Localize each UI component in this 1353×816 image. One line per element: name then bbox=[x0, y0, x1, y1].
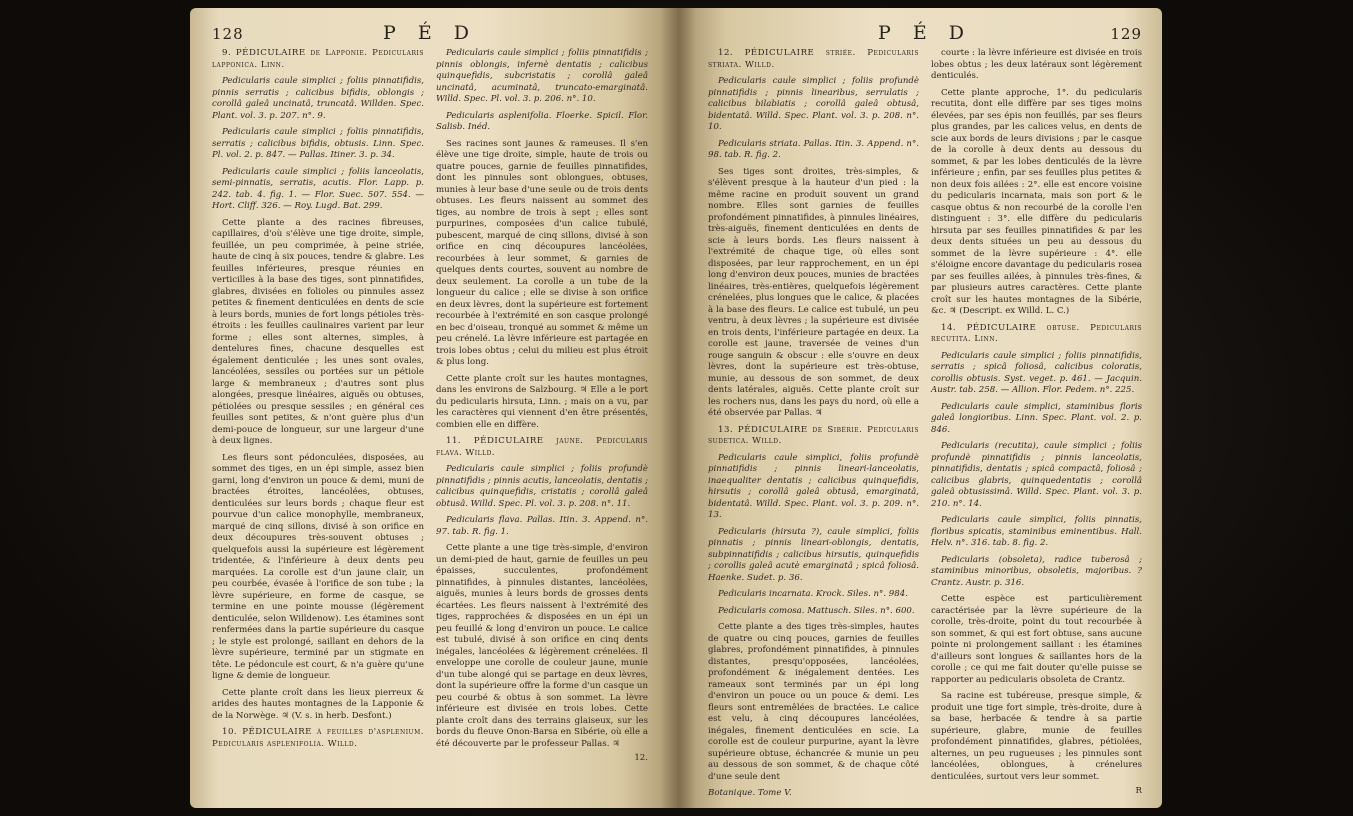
citation: Pedicularis flava. Pallas. Itin. 3. Append. n°. 97. tab. R. fig. 1. bbox=[436, 515, 648, 537]
right-column-2 bbox=[931, 48, 1142, 800]
citation: Pedicularis caule simplici ; foliis lanceolatis, semi-pinnatis, serratis, acutis. Flor. Lapp. p. 242. tab. 4. fig. 1. — Flor. Suec. 507. 554. — Hort. Cliff. 326. — Roy. Lugd. Bat. 299. bbox=[212, 166, 424, 211]
paragraph: Cette plante a des racines fibreuses, capillaires, d'où s'élève une tige droite, simple, feuillée, un peu comprimée, à peine striée, haute de cinq à six pouces, tendre & glabre. Les feuilles inférieures, presque réunies en verticilles à la base des tiges, sont pinnatifides, glabres, divisées en folioles ou pinnules assez petites & finement denticulées en dents de scie à leurs bords, munies de fort longs pétioles très-étroits : les feuilles caulinaires varient par leur forme ; elles sont alternes, simples, à dentelures fines, chacune desquelles est également denticulée ; les unes sont ovales, lancéolées, sessiles ou portées sur un pétiole large & membraneux ; d'autres sont plus alongées, presque linéaires, aiguës ou obtuses, pétiolées ou presque sessiles ; en général ces feuilles sont petites, & n'ont guère plus d'un demi-pouce de longueur, sur une largeur d'une à deux lignes. bbox=[212, 217, 424, 446]
entry-heading: 11. PÉDICULAIRE jaune. Pedicularis flava. Willd. bbox=[436, 436, 648, 458]
entry-heading: 12. PÉDICULAIRE striée. Pedicularis striata. Willd. bbox=[708, 48, 919, 70]
paragraph: Cette plante croît dans les lieux pierreux & arides des hautes montagnes de la Lapponie & de la Norwège. ♃ (V. s. in herb. Desfont.) bbox=[212, 687, 424, 721]
left-page-header bbox=[212, 22, 648, 44]
citation: Pedicularis comosa. Mattusch. Siles. n°. 600. bbox=[718, 605, 915, 616]
paragraph: Sa racine est tubéreuse, presque simple, & produit une tige fort simple, très-droite, dure à sa base, herbacée & tendre à sa partie supérieure, glabre, munie de feuilles profondément pinnatifides, glabres, pétiolées, alternes, un peu rugueuses ; les pinnules sont lancéolées, oblongues, à crénelures denticulées, surtout vers leur sommet. bbox=[931, 691, 1142, 782]
paragraph: Cette espèce est particulièrement caractérisée par la lèvre supérieure de la corolle, très-droite, point du tout recourbée à son sommet, & qui est fort obtuse, sans aucune pointe ni prolongement saillant : les étamines d'ailleurs sont longues & saillantes hors de la corolle ; ce qui me fait douter qu'elle puisse se rapporter au pedicularis obsoleta de Crantz. bbox=[931, 594, 1142, 685]
left-page bbox=[190, 8, 678, 808]
citation: Pedicularis caule simplici ; foliis pinnatifidis, serratis ; calicibus bifidis, obtusis. Linn. Spec. Pl. vol. 2. p. 847. — Pallas. Itiner. 3. p. 34. bbox=[212, 127, 424, 160]
paragraph: courte : la lèvre inférieure est divisée en trois lobes obtus ; les deux latéraux sont légèrement denticulés. bbox=[931, 48, 1142, 81]
left-page-number: 128 bbox=[212, 25, 244, 43]
right-page-header bbox=[708, 22, 1142, 44]
footer-signature: Botanique. Tome V. bbox=[708, 788, 792, 798]
paragraph: Ses racines sont jaunes & rameuses. Il s'en élève une tige droite, simple, haute de trois ou quatre pouces, garnie de feuilles pinnatifides, dont les pinnules sont oblongues, obtuses, munies à leur base d'une seule ou de trois dents obtuses. Les fleurs naissent au sommet des tiges, au nombre de trois à sept ; elles sont purpurines, composées d'un calice tubulé, pubescent, marqué de cinq sillons, divisé à son orifice en cinq découpures lancéolées, recourbées à leur sommet, & garnies de quelques dents courtes, souvent au nombre de deux seulement. La corolle a un tube de la longueur du calice ; elle se divise à son orifice en deux lèvres, dont la supérieure est fortement recourbée à l'extrémité en son casque prolongé en bec d'oiseau, tronqué au sommet & même un peu crénelé. La lèvre inférieure est partagée en trois lobes obtus ; celui du milieu est plus étroit & plus long. bbox=[436, 138, 648, 367]
right-column-1 bbox=[708, 48, 919, 800]
entry-heading: 10. PÉDICULAIRE à feuilles d'asplenium. Pedicularis asplenifolia. Willd. bbox=[212, 727, 424, 749]
paragraph: Ses tiges sont droites, très-simples, & s'élèvent presque à la hauteur d'un pied : la même racine en produit souvent un grand nombre. Elles sont garnies de feuilles profondément pinnatifides, à pinnules linéaires, très-aiguës, finement denticulées en dents de scie à leurs bords. Les fleurs naissent à l'extrémité de chaque tige, où elles sont disposées, par leur rapprochement, en un épi long d'environ deux pouces, munies de bractées linéaires, très-entières, quelquefois légèrement crénelées, plus longues que le calice, & placées à la base des fleurs. Le calice est tubulé, un peu ventru, à deux lèvres ; la supérieure est divisée en trois dents, l'inférieure partagée en deux. La corolle est jaune, traversée de veines d'un rouge sanguin & obscur : elle s'ouvre en deux lèvres, dont la supérieure est très-obtuse, munie, au dessous de son sommet, de deux dents latérales, aiguës. Cette plante croît sur les rochers nus, dans les pays du nord, où elle a été observée par Pallas. ♃ bbox=[708, 166, 919, 418]
entry-heading: 9. PÉDICULAIRE de Lapponie. Pedicularis lapponica. Linn. bbox=[212, 48, 424, 70]
citation: Pedicularis (obsoleta), radice tuberosâ ; staminibus minoribus, obsoletis, majoribus. ? Crantz. Austr. p. 316. bbox=[931, 554, 1142, 588]
right-text-columns bbox=[708, 48, 1142, 800]
paragraph: Cette plante croît sur les hautes montagnes, dans les environs de Salzbourg. ♃ Elle a le port du pedicularis hirsuta, Linn. ; mais on a vu, par les caractères qui viennent d'en être présentés, combien elle en diffère. bbox=[436, 373, 648, 430]
paragraph: Les fleurs sont pédonculées, disposées, au sommet des tiges, en un épi simple, assez bien garni, long d'environ un pouce & demi, muni de bractées étroites, lancéolées, obtuses, denticulées sur leurs bords ; chaque fleur est pourvue d'un calice monophylle, membraneux, marqué de cinq sillons, divisé à son orifice en deux découpures très-souvent obtuses ; quelquefois aussi la supérieure est légèrement tridentée, & l'inférieure à deux dents peu marquées. La corolle est d'un jaune clair, un peu courbée, évasée à l'orifice de son tube ; la lèvre supérieure, en forme de casque, se termine en une pointe mousse (légèrement denticulée, selon Willdenow). Les étamines sont renfermées dans la partie supérieure du casque ; le style est prolongé, saillant en dehors de la lèvre supérieure, terminé par un stigmate en tête. Le pédoncule est court, & n'a guère qu'une ligne & demie de longueur. bbox=[212, 452, 424, 681]
paragraph: Cette plante a une tige très-simple, d'environ un demi-pied de haut, garnie de feuilles un peu épaisses, succulentes, profondément pinnatifides, à pinnules distantes, lancéolées, aiguës, munies à leurs bords de grosses dents écartées. Les fleurs naissent à l'extrémité des tiges, rapprochées & disposées en un épi un peu feuillé & long d'environ un pouce. Le calice est tubulé, divisé à son orifice en cinq dents inégales, lancéolées & légèrement crénelées. Il enveloppe une corolle de couleur jaune, munie d'un tube alongé qui se partage en deux lèvres, dont la supérieure offre la forme d'un casque un peu courbé & obtus à son sommet. La lèvre inférieure est divisée en trois lobes. Cette plante croît dans des terrains glaiseux, sur les bords du fleuve Onon-Barsa en Sibérie, où elle a été découverte par le professeur Pallas. ♃ bbox=[436, 543, 648, 749]
citation: Pedicularis caule simplici, foliis profundè pinnatifidis ; pinnis lineari-lanceolatis, inaequaliter dentatis ; calicibus quinquefidis, hirsutis ; corollâ galeâ obtusâ, emarginatâ, bidentatâ. Willd. Spec. Plant. vol. 3. p. 209. n°. 13. bbox=[708, 452, 919, 520]
citation: Pedicularis (hirsuta ?), caule simplici, foliis pinnatis ; pinnis lineari-oblongis, dentatis, subpinnatifidis ; calicibus hirsutis, quinquefidis ; corollis galeâ acutè emarginatâ ; spicâ foliosâ. Haenke. Sudet. p. 36. bbox=[708, 526, 919, 583]
paragraph: Cette plante a des tiges très-simples, hautes de quatre ou cinq pouces, garnies de feuilles glabres, profondément pinnatifides, à pinnules distantes, presqu'opposées, lancéolées, profondément & inégalement dentées. Les rameaux sont terminés par un épi long d'environ un pouce ou un pouce & demi. Les fleurs sont entremêlées de bractées. Le calice est velu, à cinq découpures lancéolées, inégales, finement denticulées en scie. La corolle est de couleur purpurine, ayant la lèvre supérieure obtuse, échancrée & munie un peu au dessous de son sommet, & de chaque côté d'une seule dent bbox=[708, 622, 919, 782]
citation: Pedicularis incarnata. Krock. Siles. n°. 984. bbox=[718, 589, 908, 599]
citation: Pedicularis caule simplici ; foliis pinnatifidis ; pinnis oblongis, infernè dentatis ; calicibus quinquefidis, subcristatis ; corollâ galeâ uncinatâ, acuminatâ, truncato-emarginatâ. Willd. Spec. Pl. vol. 3. p. 206. n°. 10. bbox=[436, 48, 648, 104]
left-running-head: P É D bbox=[383, 22, 477, 44]
left-column-1 bbox=[212, 48, 424, 765]
citation: Pedicularis caule simplici, staminibus floris galeâ longioribus. Linn. Spec. Plant. vol. 2. p. 846. bbox=[931, 401, 1142, 435]
entry-heading: 13. PÉDICULAIRE de Sibérie. Pedicularis sudetica. Willd. bbox=[708, 424, 919, 446]
signature-mark: R bbox=[1135, 786, 1142, 796]
citation: Pedicularis striata. Pallas. Itin. 3. Append. n°. 98. tab. R. fig. 2. bbox=[708, 138, 919, 160]
citation: Pedicularis asplenifolia. Floerke. Spicil. Flor. Salisb. Inéd. bbox=[436, 110, 648, 132]
catchword: 12. bbox=[634, 753, 648, 763]
right-page-number: 129 bbox=[1110, 25, 1142, 43]
citation: Pedicularis caule simplici ; foliis profundè pinnatifidis ; pinnis linearibus, serrulatis ; calicibus bilabiatis ; corollâ galeâ obtusâ, bidentatâ. Willd. Spec. Plant. vol. 3. p. 208. n°. 10. bbox=[708, 76, 919, 132]
paragraph: Cette plante approche, 1°. du pedicularis recutita, dont elle diffère par ses tiges moins élevées, par ses épis non feuillés, par ses fleurs plus grandes, par les calices velus, en dents de scie aux bords de leurs divisions ; par le casque de la corolle à deux dents au dessous du sommet, & par les lobes denticulés de la lèvre inférieure ; enfin, par ses feuilles plus petites & non deux fois ailées : 2°. elle est encore voisine du pedicularis incarnata, mais son port & le casque obtus & non recourbé de la corolle l'en distinguent : 3°. elle diffère du pedicularis hirsuta par ses feuilles pinnatifides & par les deux dents situées un peu au dessous du sommet de la lèvre supérieure : 4°. elle s'éloigne encore davantage du pedicularis rosea par ses feuilles ailées, à pinnules très-fines, & par plusieurs autres caractères. Cette plante croît sur les hautes montagnes de la Sibérie, &c. ♃ (Descript. ex Willd. L. C.) bbox=[931, 87, 1142, 316]
right-running-head: P É D bbox=[878, 22, 972, 44]
citation: Pedicularis caule simplici ; foliis profundè pinnatifidis ; pinnis acutis, lanceolatis, dentatis ; calicibus quinquefidis, cristatis ; corollâ galeâ obtusâ. Willd. Spec. Pl. vol. 3. p. 208. n°. 11. bbox=[436, 464, 648, 509]
entry-heading: 14. PÉDICULAIRE obtuse. Pedicularis recutita. Linn. bbox=[931, 322, 1142, 344]
right-page bbox=[678, 8, 1162, 808]
citation: Pedicularis caule simplici ; foliis pinnatifidis, serratis ; spicâ foliosâ, calicibus coloratis, corollis obtusis. Syst. veget. p. 461. — Jacquin. Austr. tab. 258. — Allion. Flor. Pedem. n°. 225. bbox=[931, 350, 1142, 395]
citation: Pedicularis caule simplici ; foliis pinnatifidis, pinnis serratis ; calicibus bifidis, oblongis ; corollâ galeâ uncinatâ, truncatâ. Willden. Spec. Plant. vol. 3. p. 207. n°. 9. bbox=[212, 76, 424, 121]
left-text-columns bbox=[212, 48, 648, 765]
citation: Pedicularis caule simplici, foliis pinnatis, floribus spicatis, staminibus eminentibus. Hall. Helv. n°. 316. tab. 8. fig. 2. bbox=[931, 515, 1142, 548]
citation: Pedicularis (recutita), caule simplici ; foliis profundè pinnatifidis ; pinnis lanceolatis, pinnatifidis, dentatis ; spicâ compactâ, foliosâ ; calicibus glabris, quinquedentatis ; corollâ galeâ obtusissimâ. Willd. Spec. Plant. vol. 3. p. 210. n°. 14. bbox=[931, 441, 1142, 509]
page-footer bbox=[708, 788, 919, 800]
left-column-2 bbox=[436, 48, 648, 765]
